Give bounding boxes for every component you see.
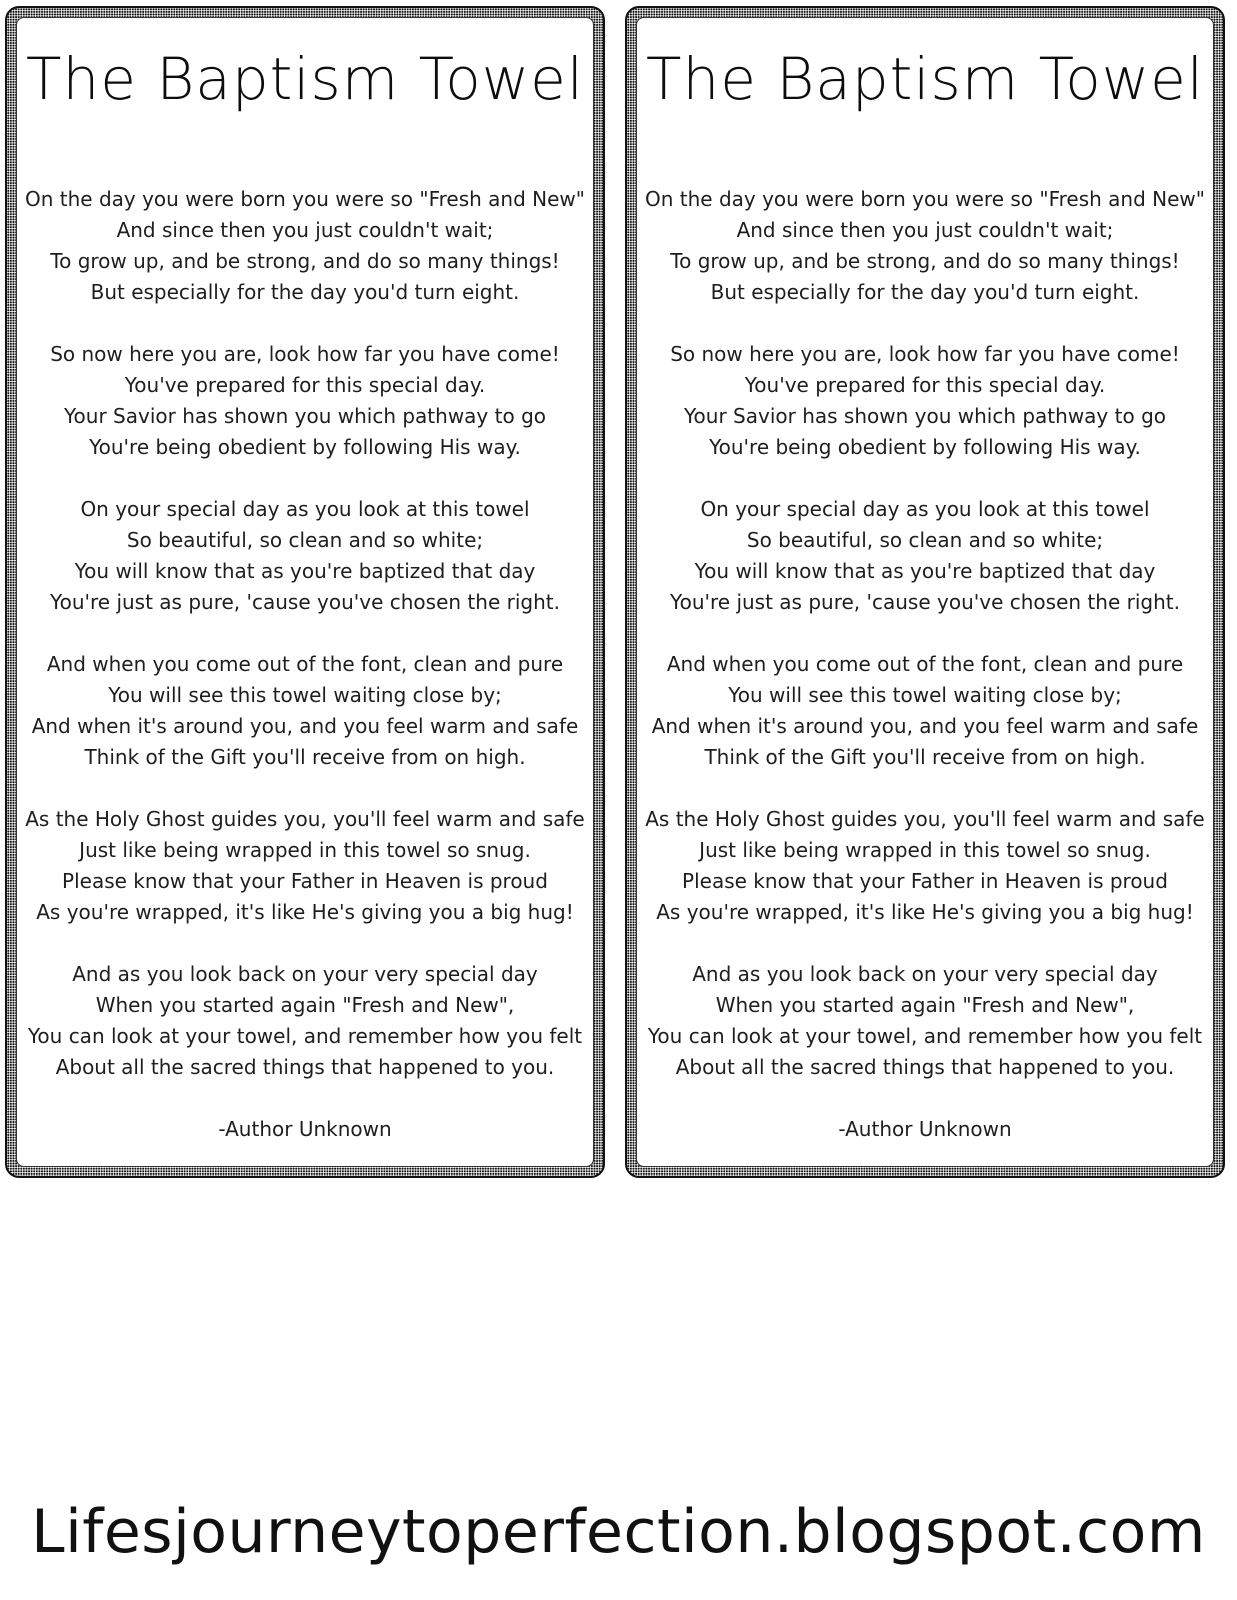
stanza (637, 494, 1213, 618)
poem-line: You're being obedient by following His way. (89, 435, 521, 459)
poem-line: You're just as pure, 'cause you've chosen the right. (50, 590, 560, 614)
poem-line: Think of the Gift you'll receive from on high. (704, 745, 1146, 769)
poem-body (637, 184, 1213, 1145)
blog-url: Lifesjourneytoperfection.blogspot.com (31, 1497, 1206, 1567)
poem-line: You've prepared for this special day. (744, 373, 1106, 397)
poem-line: And as you look back on your very special day (72, 962, 538, 986)
poem-line: On your special day as you look at this towel (80, 497, 530, 521)
poem-line: And when it's around you, and you feel warm and safe (31, 714, 579, 738)
poem-line: You're just as pure, 'cause you've chosen the right. (670, 590, 1180, 614)
poem-line: And since then you just couldn't wait; (116, 218, 494, 242)
poem-line: And as you look back on your very special day (692, 962, 1158, 986)
poem-line: As you're wrapped, it's like He's giving you a big hug! (656, 900, 1194, 924)
poem-author: -Author Unknown (838, 1117, 1012, 1141)
poem-card-inner (16, 17, 594, 1167)
poem-title: The Baptism Towel (26, 45, 584, 113)
stanza (637, 804, 1213, 928)
poem-line: You will see this towel waiting close by; (108, 683, 502, 707)
poem-line: About all the sacred things that happened to you. (675, 1055, 1175, 1079)
poem-line: Please know that your Father in Heaven is proud (682, 869, 1168, 893)
poem-author: -Author Unknown (218, 1117, 392, 1141)
poem-card-inner (636, 17, 1214, 1167)
poem-line: So now here you are, look how far you have come! (670, 342, 1180, 366)
stanza (17, 494, 593, 618)
poem-line: Your Savior has shown you which pathway to go (683, 404, 1166, 428)
poem-line: You will know that as you're baptized that day (694, 559, 1156, 583)
poem-line: And when you come out of the font, clean and pure (666, 652, 1184, 676)
poem-line: You will know that as you're baptized that day (74, 559, 536, 583)
poem-line: When you started again "Fresh and New", (715, 993, 1135, 1017)
poem-line: And when it's around you, and you feel warm and safe (651, 714, 1199, 738)
poem-line: Think of the Gift you'll receive from on high. (84, 745, 526, 769)
stanza (637, 339, 1213, 463)
stanza (637, 959, 1213, 1083)
poem-line: Your Savior has shown you which pathway to go (63, 404, 546, 428)
poem-line: On the day you were born you were so "Fresh and New" (645, 187, 1205, 211)
poem-body (17, 184, 593, 1145)
poem-line: As you're wrapped, it's like He's giving you a big hug! (36, 900, 574, 924)
poem-line: As the Holy Ghost guides you, you'll feel warm and safe (645, 807, 1205, 831)
stanza (637, 649, 1213, 773)
poem-line: So now here you are, look how far you have come! (50, 342, 560, 366)
poem-card-left (5, 6, 605, 1178)
poem-title: The Baptism Towel (646, 45, 1204, 113)
poem-line: So beautiful, so clean and so white; (746, 528, 1104, 552)
poem-line: On the day you were born you were so "Fresh and New" (25, 187, 585, 211)
stanza (17, 804, 593, 928)
poem-line: As the Holy Ghost guides you, you'll feel warm and safe (25, 807, 585, 831)
stanza (17, 184, 593, 308)
poem-line: You can look at your towel, and remember how you felt (647, 1024, 1203, 1048)
poem-line: On your special day as you look at this towel (700, 497, 1150, 521)
poem-line: You will see this towel waiting close by; (728, 683, 1122, 707)
stanza (17, 339, 593, 463)
stanza (17, 959, 593, 1083)
poem-line: Just like being wrapped in this towel so snug. (699, 838, 1151, 862)
poem-line: So beautiful, so clean and so white; (126, 528, 484, 552)
poem-line: You've prepared for this special day. (124, 373, 486, 397)
poem-line: You're being obedient by following His way. (709, 435, 1141, 459)
poem-line: And since then you just couldn't wait; (736, 218, 1114, 242)
poem-line: About all the sacred things that happened to you. (55, 1055, 555, 1079)
poem-card-right (625, 6, 1225, 1178)
poem-line: Just like being wrapped in this towel so snug. (79, 838, 531, 862)
poem-line: When you started again "Fresh and New", (95, 993, 515, 1017)
poem-line: You can look at your towel, and remember how you felt (27, 1024, 583, 1048)
stanza (17, 649, 593, 773)
poem-line: To grow up, and be strong, and do so many things! (50, 249, 560, 273)
poem-line: And when you come out of the font, clean and pure (46, 652, 564, 676)
poem-line: But especially for the day you'd turn eight. (710, 280, 1140, 304)
poem-line: Please know that your Father in Heaven is proud (62, 869, 548, 893)
poem-line: But especially for the day you'd turn eight. (90, 280, 520, 304)
stanza (637, 184, 1213, 308)
poem-line: To grow up, and be strong, and do so many things! (670, 249, 1180, 273)
